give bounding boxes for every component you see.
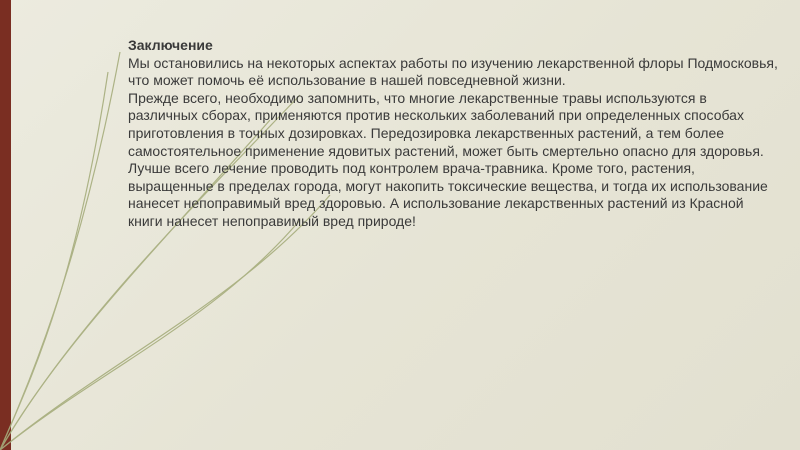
paragraph-intro: Мы остановились на некоторых аспектах работы по изучению лекарственной флоры Подмосковья, что может помочь её использование в нашей повседневной жизни. [128, 54, 778, 89]
slide-heading: Заключение [128, 37, 213, 53]
slide-text-block [128, 37, 778, 231]
paragraph-main: Прежде всего, необходимо запомнить, что многие лекарственные травы используются в различных сборах, применяются против нескольких заболеваний при определенных способах приготовления в точных дозировках. Передозировка лекарственных растений, а тем более самостоятельное применение ядовитых растений, может быть смертельно опасно для здоровья. Лучше всего лечение проводить под контролем врача-травника. Кроме того, растения, выращенные в пределах города, могут накопить токсические вещества, и тогда их использование нанесет непоправимый вред здоровью. А использование лекарственных растений из Красной книги нанесет непоправимый вред природе! [128, 89, 768, 229]
